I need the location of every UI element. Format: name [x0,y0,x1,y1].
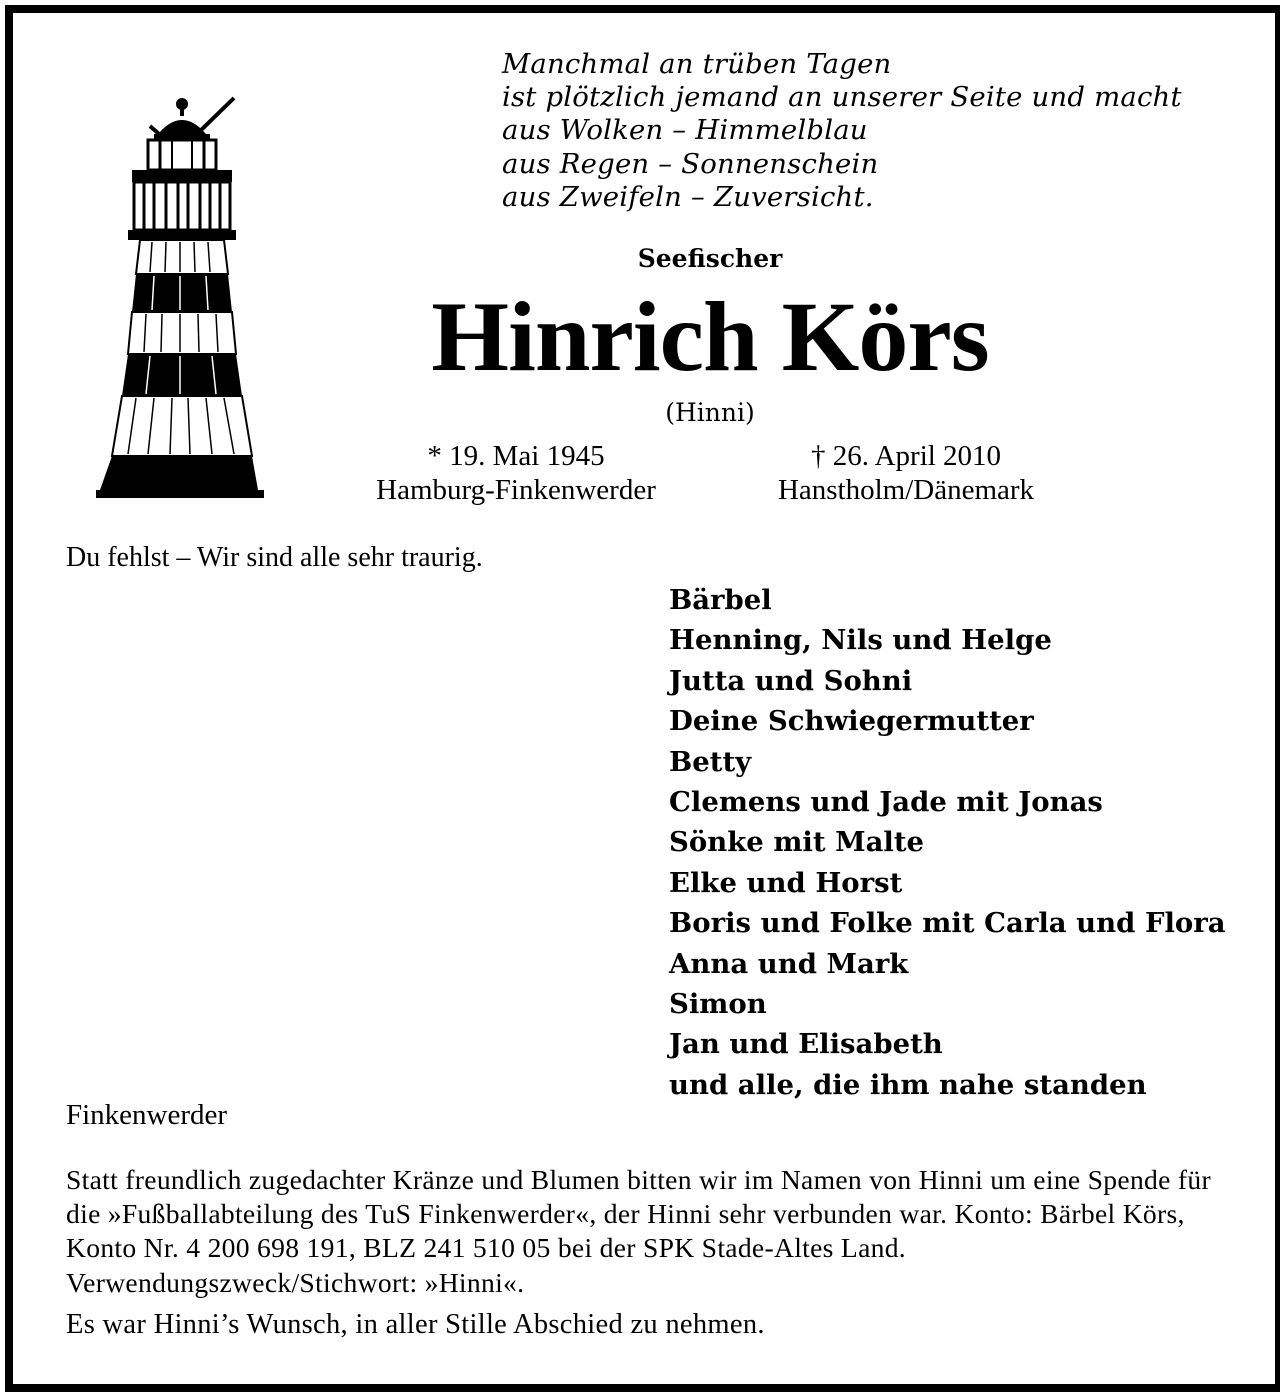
mourners-list [669,580,1226,1105]
mourner: Sönke mit Malte [669,826,925,859]
location-label: Finkenwerder [66,1099,228,1131]
mourner: Bärbel [669,584,772,616]
poem-line: aus Zweifeln – Zuversicht. [502,180,874,213]
poem-line: ist plötzlich jemand an unserer Seite und macht [502,81,1182,114]
birth-info [316,439,716,507]
death-info [706,439,1106,507]
mourner: Deine Schwiegermutter [669,705,1034,738]
donation-note: Statt freundlich zugedachter Kränze und Blumen bitten wir im Namen von Hinni um eine Spende für die »Fußballabteilung des TuS Finkenwerder«, der Hinni sehr verbunden war. Konto: Bärbel Körs, Konto Nr. 4 200 698 191, BLZ 241 510 05 bei der SPK Stade-Altes Land. Verwendungszweck/Stichwort: »Hinni«. [66,1164,1211,1298]
lighthouse-icon [92,96,264,502]
poem [502,48,1182,214]
mourner: Boris und Folke mit Carla und Flora [669,907,1226,940]
mourner: Jutta und Sohni [669,664,913,697]
mourner: Clemens und Jade mit Jonas [669,786,1103,819]
mourner: Anna und Mark [669,947,909,980]
mourner: Henning, Nils und Helge [669,624,1052,657]
death-date: † 26. April 2010 [810,440,1002,472]
closing-wish: Es war Hinni’s Wunsch, in aller Stille Abschied zu nehmen. [66,1309,765,1340]
mourner: Betty [669,745,752,778]
poem-line: aus Regen – Sonnenschein [502,147,879,180]
grief-message: Du fehlst – Wir sind alle sehr traurig. [66,542,483,573]
mourner: Simon [669,988,767,1021]
birth-place: Hamburg-Finkenwerder [376,474,656,506]
mourner: Jan und Elisabeth [669,1028,943,1061]
occupation-label: Seefischer [637,244,783,273]
poem-line: Manchmal an trüben Tagen [502,48,892,80]
mourner: Elke und Horst [669,866,903,899]
nickname: (Hinni) [665,398,755,427]
poem-line: aus Wolken – Himmelblau [502,114,868,147]
birth-date: * 19. Mai 1945 [427,440,605,472]
mourner: und alle, die ihm nahe standen [669,1068,1147,1101]
deceased-name: Hinrich Körs [431,281,989,392]
death-place: Hanstholm/Dänemark [777,474,1035,506]
